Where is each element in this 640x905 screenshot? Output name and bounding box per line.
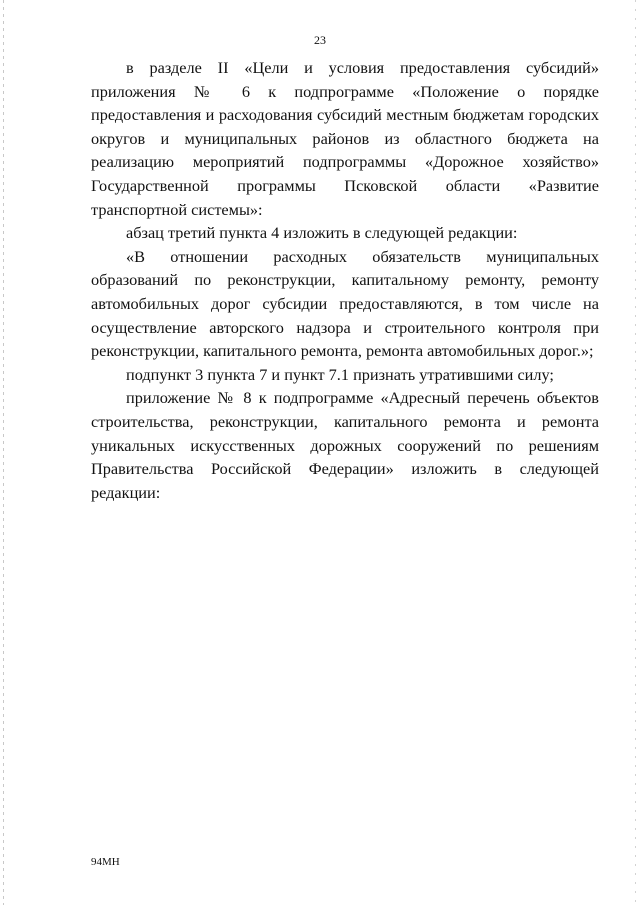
paragraph-clause-4-new-text: «В отношении расходных обязательств муниципальных образований по реконструкции, капитальному ремонту, ремонту автомобильных дорог субсидии предоставляются, в том числе на осуществление авторского надзора и строительного контроля при реконструкции, капитального ремонта, ремонта автомобильных дорог.»;	[91, 246, 599, 361]
paragraph-clause-4-intro: абзац третий пункта 4 изложить в следующей редакции:	[126, 223, 518, 243]
paragraph-section-ii-amendment: в разделе II «Цели и условия предоставления субсидий» приложения № 6 к подпрограмме «Положение о порядке предоставления и расходования субсидий местным бюджетам городских округов и муниципальных районов из областного бюджета на реализацию мероприятий подпрограммы «Дорожное хозяйство» Государственной программы Псковской области «Развитие транспортной системы»:	[91, 58, 599, 219]
footer-document-code: 94МН	[91, 856, 120, 868]
document-body	[91, 56, 599, 504]
paragraph-clause-7-repeal: подпункт 3 пункта 7 и пункт 7.1 признать утратившими силу;	[126, 364, 554, 384]
scan-edge-left	[3, 0, 4, 905]
paragraph-appendix-8-amendment: приложение № 8 к подпрограмме «Адресный перечень объектов строительства, реконструкции, капитального ремонта и ремонта уникальных искусственных дорожных сооружений по решениям Правительства Российской Федерации» изложить в следующей редакции:	[91, 388, 599, 502]
scan-edge-right	[635, 0, 636, 905]
page-number: 23	[314, 33, 326, 47]
